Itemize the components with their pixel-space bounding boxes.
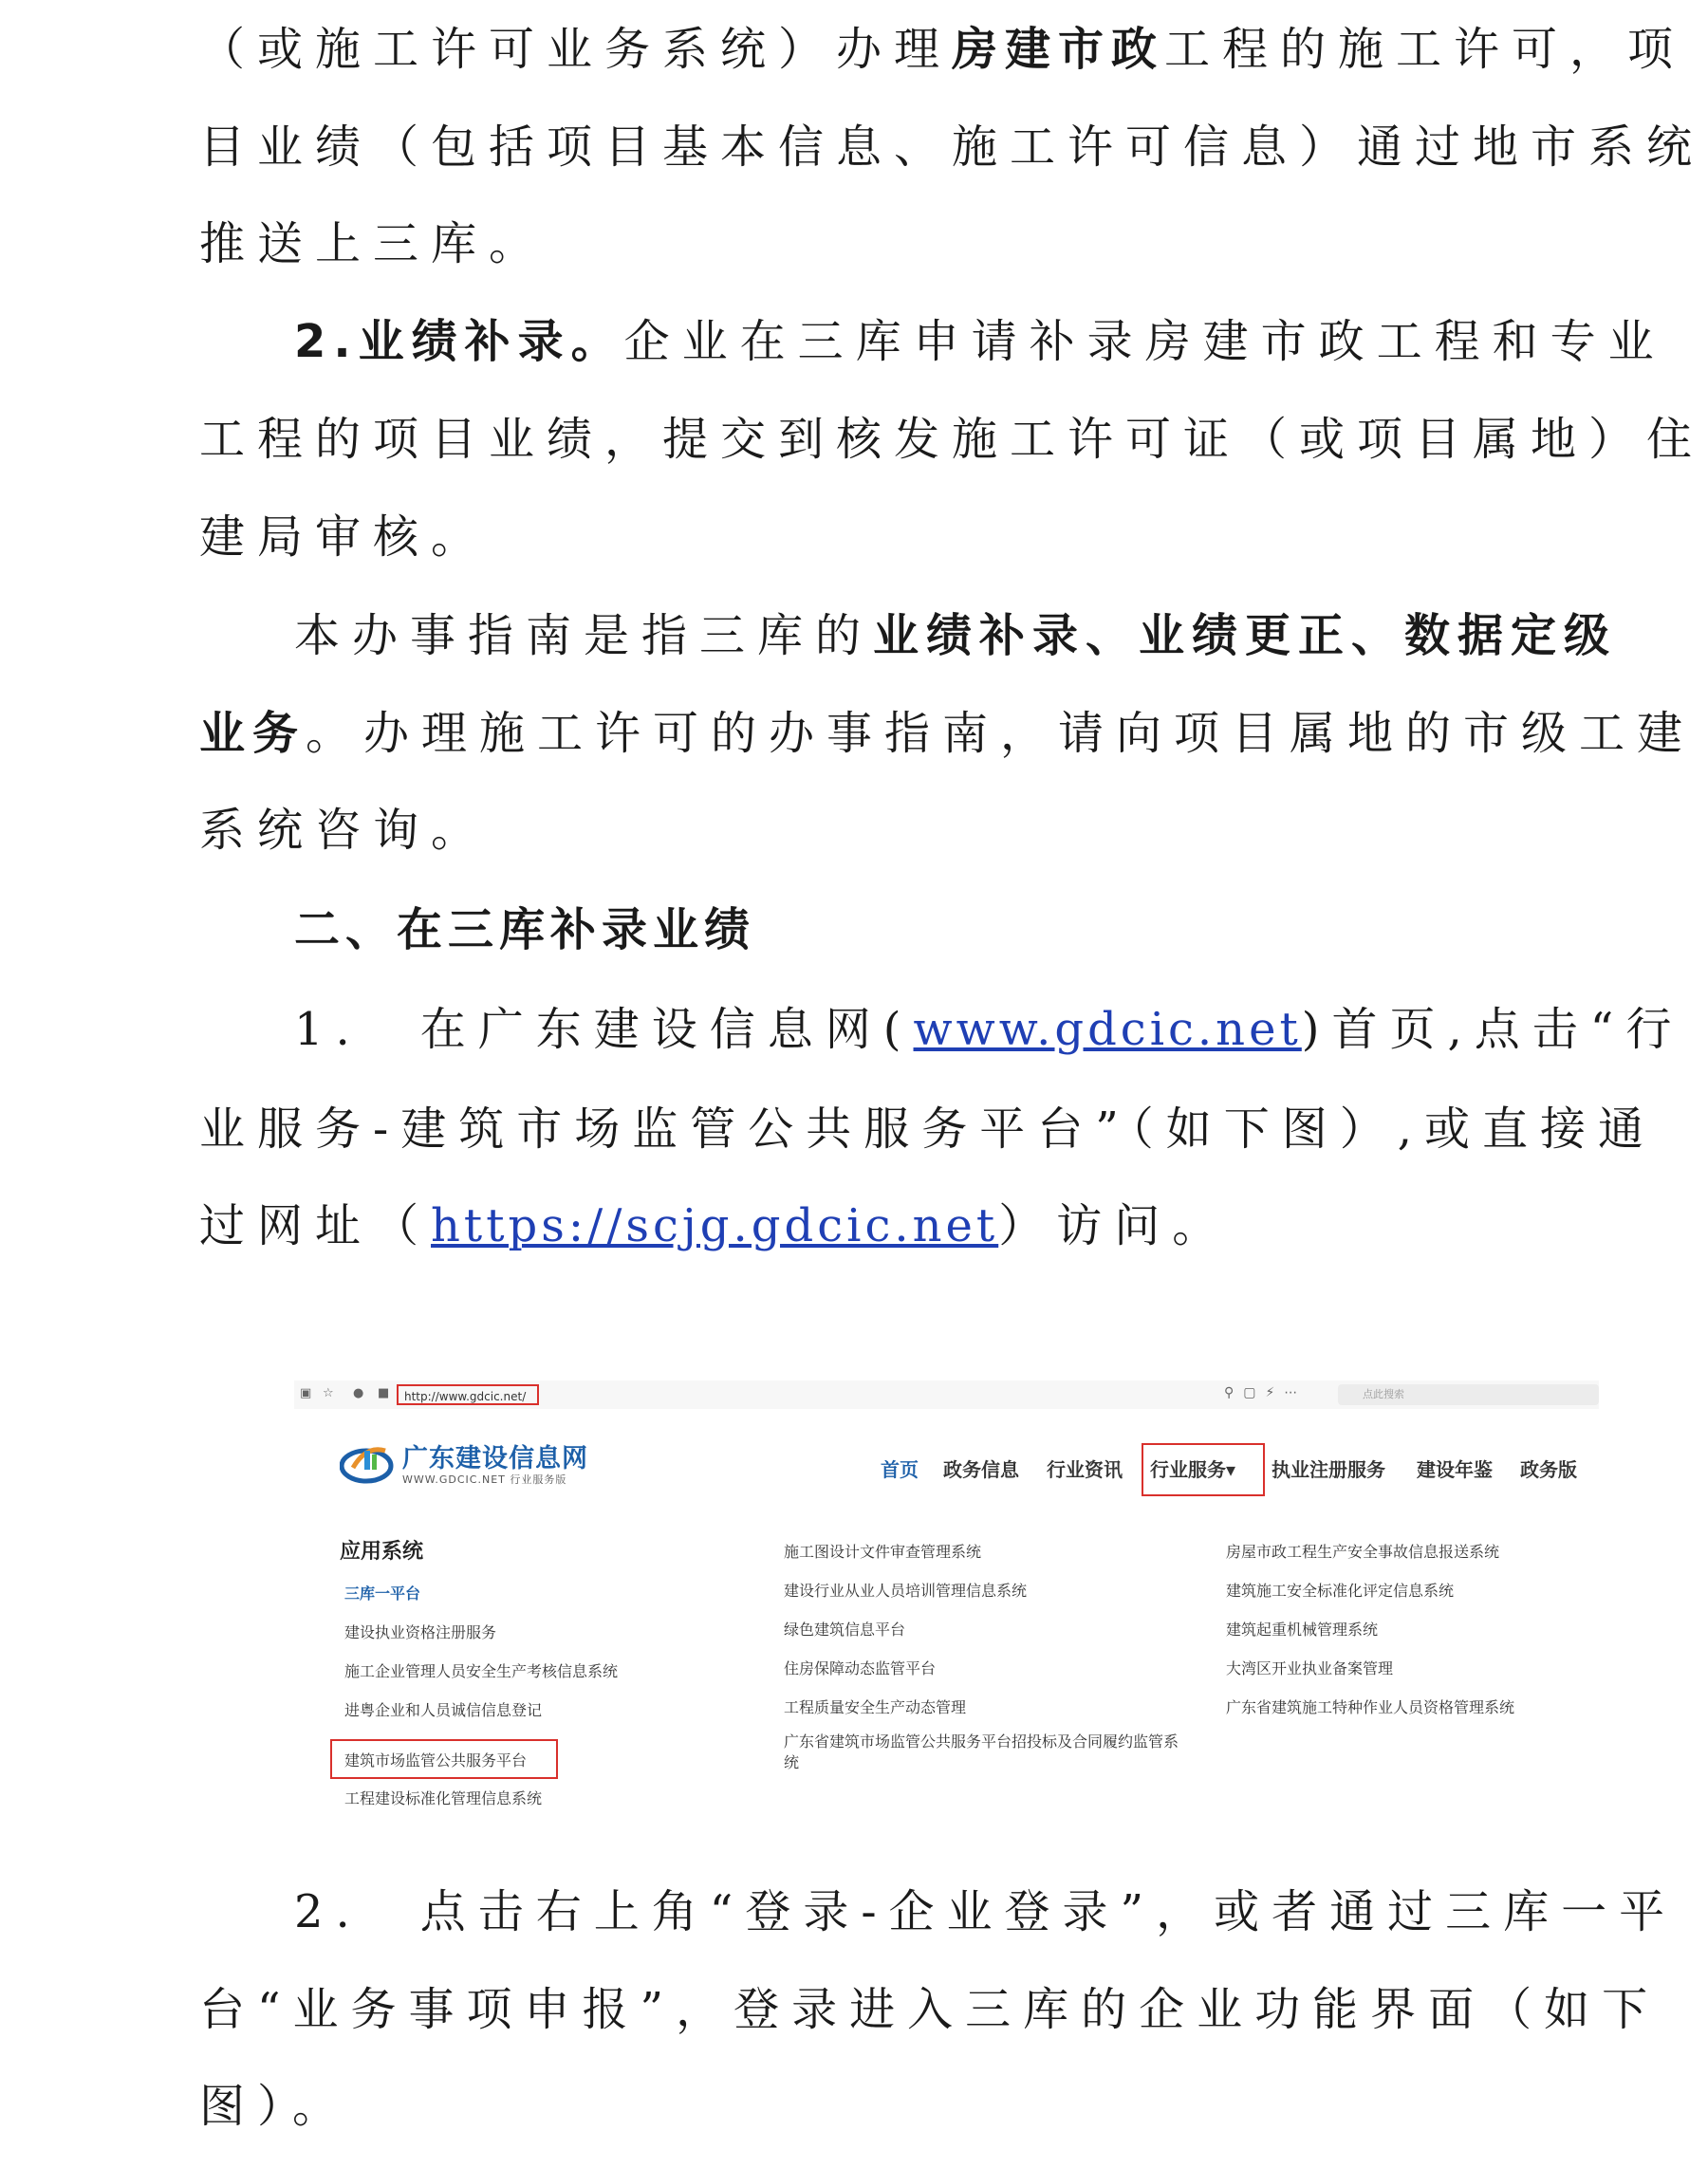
step1-line3: 过网址（https://scjg.gdcic.net）访问。 — [199, 1199, 1231, 1252]
para2-line2: 工程的项目业绩，提交到核发施工许可证（或项目属地）住 — [199, 413, 1705, 466]
briefcase-icon: ▣ — [300, 1386, 312, 1400]
step2-line1: 2. 点击右上角“登录-企业登录”，或者通过三库一平 — [294, 1885, 1678, 1938]
sys-link[interactable]: 住房保障动态监管平台 — [784, 1659, 937, 1677]
star-icon[interactable]: ☆ — [323, 1386, 334, 1400]
step2-line2: 台“业务事项申报”，登录进入三库的企业功能界面（如下 — [199, 1983, 1661, 2036]
para3-line1: 本办事指南是指三库的业绩补录、业绩更正、数据定级 — [294, 609, 1618, 662]
sys-link[interactable]: 进粤企业和人员诚信信息登记 — [344, 1701, 543, 1719]
gdcic-link[interactable]: www.gdcic.net — [913, 1003, 1302, 1056]
sys-link[interactable]: 建筑施工安全标准化评定信息系统 — [1226, 1582, 1455, 1600]
nav-registration[interactable]: 执业注册服务 — [1272, 1458, 1385, 1481]
sys-link[interactable]: 工程建设标准化管理信息系统 — [344, 1789, 543, 1807]
para2-line1: 2.业绩补录。企业在三库申请补录房建市政工程和专业 — [294, 315, 1666, 368]
browser-address-bar — [294, 1380, 1599, 1409]
sys-link[interactable]: 广东省建筑施工特种作业人员资格管理系统 — [1226, 1698, 1515, 1716]
embedded-screenshot — [294, 1380, 1599, 1826]
nav-gov-info[interactable]: 政务信息 — [943, 1458, 1019, 1481]
sys-link[interactable]: 三库一平台 — [344, 1584, 421, 1603]
toolbar-icons: ⚲▢⚡⋯ — [1224, 1385, 1308, 1400]
sys-link[interactable]: 绿色建筑信息平台 — [784, 1621, 906, 1639]
search-input[interactable]: 点此搜索 — [1338, 1384, 1599, 1405]
url-field[interactable]: http://www.gdcic.net/ — [397, 1384, 539, 1405]
sys-link[interactable]: 建设行业从业人员培训管理信息系统 — [784, 1582, 1028, 1600]
app-systems-title: 应用系统 — [340, 1540, 424, 1564]
sys-link[interactable]: 房屋市政工程生产安全事故信息报送系统 — [1226, 1543, 1500, 1561]
sys-link[interactable]: 大湾区开业执业备案管理 — [1226, 1659, 1394, 1677]
step2-line3: 图）。 — [199, 2080, 351, 2133]
scjg-link[interactable]: https://scjg.gdcic.net — [431, 1199, 999, 1252]
section-heading: 二、在三库补录业绩 — [294, 903, 756, 956]
para2-line3: 建局审核。 — [199, 510, 490, 564]
para1-line3: 推送上三库。 — [199, 217, 548, 270]
sys-link[interactable]: 广东省建筑市场监管公共服务平台招投标及合同履约监管系统 — [784, 1733, 1179, 1771]
sys-link[interactable]: 建设执业资格注册服务 — [344, 1623, 497, 1641]
logo-subtitle: WWW.GDCIC.NET 行业服务版 — [402, 1473, 567, 1486]
nav-home[interactable]: 首页 — [881, 1458, 919, 1481]
sys-link[interactable]: 工程质量安全生产动态管理 — [784, 1698, 967, 1716]
highlight-box-platform — [330, 1739, 558, 1779]
logo-name: 广东建设信息网 — [402, 1444, 588, 1473]
step1-line2: 业服务-建筑市场监管公共服务平台”（如下图）,或直接通 — [199, 1103, 1657, 1156]
para1-line1: （或施工许可业务系统）办理房建市政工程的施工许可，项 — [199, 23, 1686, 76]
shield-icon: ● — [353, 1386, 364, 1400]
lock-icon: ■ — [378, 1386, 390, 1400]
step1-line1: 1. 在广东建设信息网(www.gdcic.net)首页,点击“行 — [294, 1003, 1684, 1056]
highlight-box-nav — [1142, 1443, 1265, 1496]
sys-link[interactable]: 施工图设计文件审查管理系统 — [784, 1543, 982, 1561]
sys-link-market-platform[interactable]: 建筑市场监管公共服务平台 — [344, 1751, 528, 1770]
para3-line3: 系统咨询。 — [199, 804, 490, 857]
nav-industry-service[interactable]: 行业服务▾ — [1150, 1458, 1236, 1481]
gdcic-logo-icon — [340, 1437, 397, 1485]
para3-line2: 业务。办理施工许可的办事指南，请向项目属地的市级工建 — [199, 707, 1696, 760]
para1-line2: 目业绩（包括项目基本信息、施工许可信息）通过地市系统 — [199, 120, 1705, 174]
sys-link[interactable]: 施工企业管理人员安全生产考核信息系统 — [344, 1662, 619, 1680]
nav-gov-edition[interactable]: 政务版 — [1520, 1458, 1577, 1481]
nav-yearbook[interactable]: 建设年鉴 — [1417, 1458, 1493, 1481]
nav-industry-news[interactable]: 行业资讯 — [1047, 1458, 1123, 1481]
sys-link[interactable]: 建筑起重机械管理系统 — [1226, 1621, 1379, 1639]
